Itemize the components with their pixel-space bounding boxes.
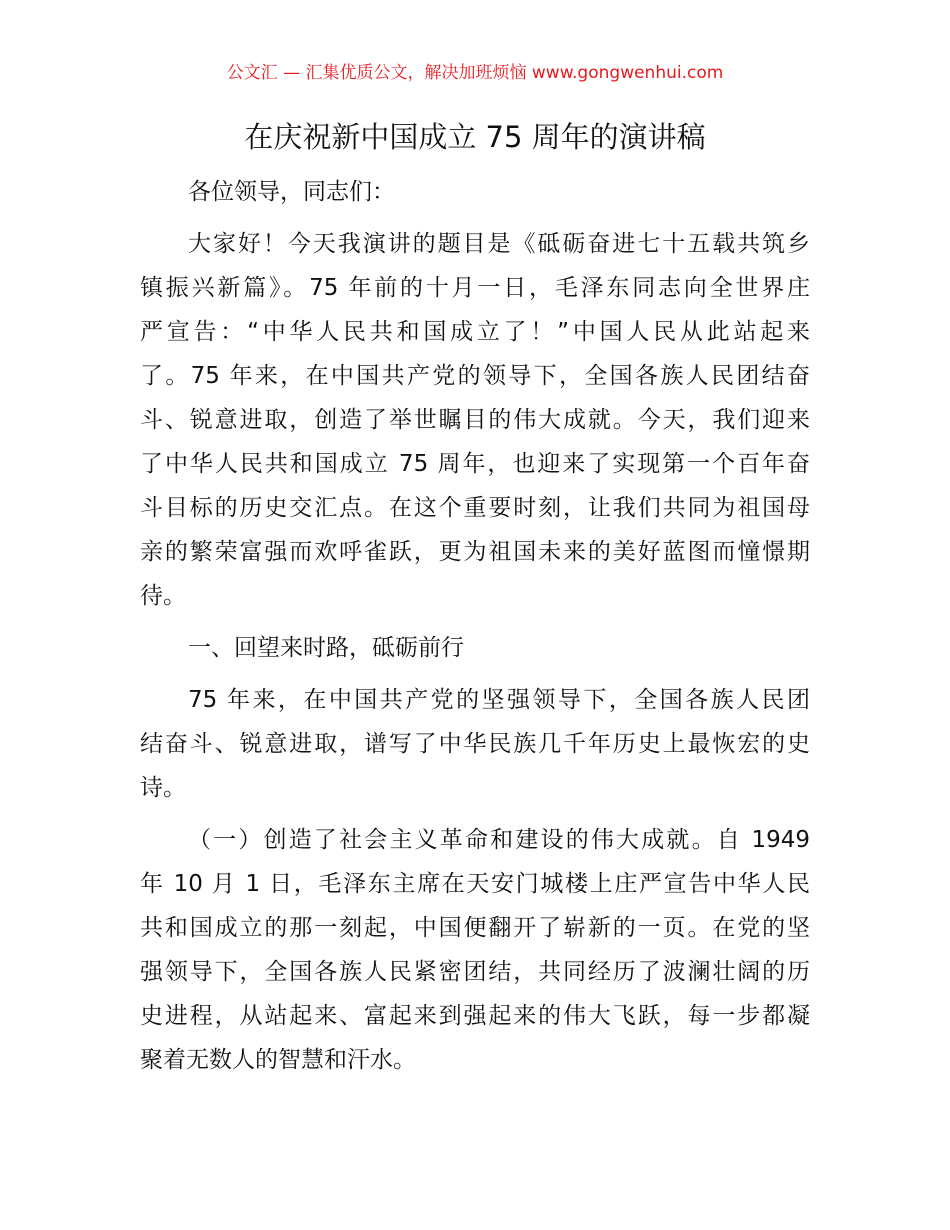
document-title: 在庆祝新中国成立 75 周年的演讲稿 xyxy=(244,120,706,154)
text-line: 亲的繁荣富强而欢呼雀跃，更为祖国未来的美好蓝图而憧憬期 xyxy=(140,539,810,565)
text-line: 共和国成立的那一刻起，中国便翻开了崭新的一页。在党的坚 xyxy=(140,915,810,941)
text-line: 一、回望来时路，砥砺前行 xyxy=(188,635,464,661)
text-line: 了。75 年来，在中国共产党的领导下，全国各族人民团结奋 xyxy=(140,363,810,389)
text-line: 史进程，从站起来、富起来到强起来的伟大飞跃，每一步都凝 xyxy=(140,1003,810,1029)
text-line: 结奋斗、锐意进取，谱写了中华民族几千年历史上最恢宏的史 xyxy=(140,731,810,757)
text-line: 镇振兴新篇》。75 年前的十月一日，毛泽东同志向全世界庄 xyxy=(140,275,810,301)
paragraph xyxy=(140,820,810,1084)
paragraph xyxy=(140,680,810,812)
paragraph xyxy=(140,224,810,620)
document-body xyxy=(140,172,810,1092)
paragraph xyxy=(140,628,810,672)
text-line: 诗。 xyxy=(140,775,186,801)
text-line: 聚着无数人的智慧和汗水。 xyxy=(140,1047,416,1073)
site-watermark-header: 公文汇 — 汇集优质公文，解决加班烦恼 www.gongwenhui.com xyxy=(226,63,724,83)
text-line: 各位领导，同志们： xyxy=(188,179,395,205)
text-line: 严宣告：“中华人民共和国成立了！”中国人民从此站起来 xyxy=(140,319,810,345)
paragraph xyxy=(140,172,810,216)
text-line: 斗、锐意进取，创造了举世瞩目的伟大成就。今天，我们迎来 xyxy=(140,407,810,433)
text-line: 强领导下，全国各族人民紧密团结，共同经历了波澜壮阔的历 xyxy=(140,959,810,985)
text-line: 斗目标的历史交汇点。在这个重要时刻，让我们共同为祖国母 xyxy=(140,495,810,521)
text-line: 年 10 月 1 日，毛泽东主席在天安门城楼上庄严宣告中华人民 xyxy=(140,871,810,897)
text-line: 了中华人民共和国成立 75 周年，也迎来了实现第一个百年奋 xyxy=(140,451,810,477)
text-line: 待。 xyxy=(140,583,186,609)
text-line: 大家好！今天我演讲的题目是《砥砺奋进七十五载共筑乡 xyxy=(188,231,810,257)
text-line: 75 年来，在中国共产党的坚强领导下，全国各族人民团 xyxy=(188,687,810,713)
text-line: （一）创造了社会主义革命和建设的伟大成就。自 1949 xyxy=(188,827,810,853)
